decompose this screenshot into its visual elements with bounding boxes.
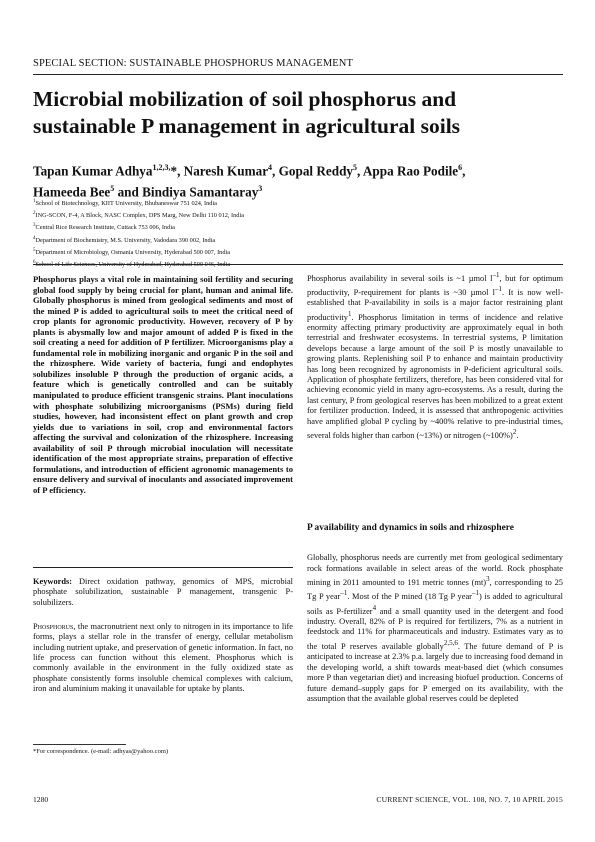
affiliation-divider	[33, 264, 563, 265]
author-affil-sup: 3	[258, 184, 263, 194]
affiliation-number: 1	[33, 199, 36, 204]
text-run: . The future demand of P is anticipated to increase at 2.3% p.a. largely due to increasing food demand in the developing world, a shift towards meat-based diet (which consumes more P than vegetarian diet) and increasing biofuel production. Concerns of future demand–supply gaps for P emerged on its availability, with the assumption that the available global reserves could be depleted	[307, 641, 563, 704]
affiliation-item	[33, 209, 563, 221]
citation-sup: 2	[512, 428, 517, 437]
body-paragraph-dynamics	[307, 553, 563, 705]
affiliation-text: School of Life Sciences, University of Hyderabad, Hyderabad 500 046, India	[35, 261, 231, 269]
body-paragraph-availability	[307, 270, 563, 441]
affiliation-item	[33, 246, 563, 258]
affiliation-text: Department of Biochemistry, M.S. University, Vadodara 390 002, India	[35, 236, 216, 244]
abstract: Phosphorus plays a vital role in maintaining soil fertility and securing global food supply by being crucial for plant, human and animal life. Globally phosphorus is mined from geological sediments and most of the mined P is added to agricultural soils to meet the critical need of crop plants for agronomic productivity. However, recovery of P by plants is abysmally low and major amount of added P is fixed in the soil creating a need for addition of P fertilizer. Microorganisms play a fundamental role in mobilizing inorganic and organic P in the soil and the rhizosphere. Wide variety of bacteria, fungi and endophytes solubilizes insoluble P through the production of organic acids, a feature which is genetically controlled and can be suitably manipulated to produce efficient transgenic strains. Plant inoculations with phosphate solubilizing microorganisms (PSMs) during field studies, however, had inconsistent effect on plant growth and crop yields due to variations in soil, crop and environmental factors affecting the survival and colonization of the rhizosphere. Increasing availability of soil P through microbial inoculation will necessitate identification of the most appropriate strains, preparation of effective formulations, and introduction of efficient agronomic managements to ensure delivery and survival of inoculants and associated improvement of P efficiency.	[33, 274, 293, 495]
text-run: , corresponding to 25 Tg P year	[307, 577, 563, 602]
page-number: 1280	[33, 795, 49, 804]
author-list: Tapan Kumar Adhya$^{1,2,3,}$*, Naresh Kumar$^4$, Gopal Reddy$^5$, Appa Rao Podile$^6$, Hameeda Bee$^5$ and Bindiya Samantaray$^3$	[33, 163, 466, 200]
text-run: . Phosphorus limitation in terms of incidence and relative enormity affecting primary productivity are approximately equal in both terrestrial and freshwater ecosystems. In terrestrial systems, P limitation develops because a large amount of the soil P is mostly unavailable to growing plants. Replenishing soil P to enhance and maintain productivity has long been recognized by agronomists in P-deficient agricultural soils. Application of phosphate fertilizers, therefore, has been considered vital for achieving economic yield in many agro-ecosystems. As a result, during the last century, P from geological reserves has been mobilized to a great extent for fertilizer production. Indeed, it is assessed that anthropogenic activities have amplified global P cycling by ~400% relative to pre-industrial times, several folds higher than carbon (~13%) or nitrogen (~100%)	[307, 312, 563, 440]
section-subheading: P availability and dynamics in soils and rhizosphere	[307, 523, 514, 533]
author-name: Bindiya Samantaray	[142, 184, 259, 200]
affiliation-number: 3	[33, 223, 36, 229]
superscript: –1	[492, 271, 500, 279]
author-affil-sup: 5	[353, 163, 358, 172]
author-name: Hameeda Bee	[33, 184, 111, 200]
abstract-divider	[33, 567, 293, 568]
text-run: ) is added to agricultural soils as P-fertilizer	[307, 592, 563, 616]
text-run: Globally, phosphorus needs are currently met from geological sedimentary rock formations available in select areas of the world. Rock phosphate mining in 2011 amounted to 191 metric tonnes (mt)	[307, 553, 563, 587]
section-header: SPECIAL SECTION: SUSTAINABLE PHOSPHORUS MANAGEMENT	[33, 58, 353, 69]
article-title: Microbial mobilization of soil phosphorus and sustainable P management in agricultural soils	[33, 87, 461, 138]
keywords	[33, 577, 293, 608]
author-affil-sup: 1,2,3,	[152, 163, 171, 172]
citation-sup: 4	[372, 603, 377, 612]
affiliation-text: School of Biotechnology, KIIT University, Bhubaneswar 751 024, India	[35, 200, 217, 208]
affiliation-item	[33, 234, 563, 246]
author-name: Appa Rao Podile	[362, 163, 459, 179]
author-name: Gopal Reddy	[278, 163, 354, 179]
superscript: –1	[494, 285, 502, 294]
affiliation-text: Department of Microbiology, Osmania University, Hyderabad 500 007, India	[35, 248, 231, 256]
citation-sup: 1	[347, 309, 352, 318]
superscript: –1	[471, 589, 479, 598]
affiliation-text: Central Rice Research Institute, Cuttack 753 006, India	[35, 224, 175, 232]
corresponding-marker: *	[170, 163, 178, 179]
text-run: . Most of the P mined (18 Tg P year	[347, 592, 472, 602]
text-run: and a small quantity used in the detergent and food industry. Overall, 82% of P is required for fertilizers, 7% as a nutrient in feedstock and 11% for pharmaceuticals and industry. Estimates vary as to the total P reserves available globally	[307, 606, 564, 651]
affiliation-number: 2	[33, 211, 36, 217]
journal-citation: CURRENT SCIENCE, VOL. 108, NO. 7, 10 APRIL 2015	[376, 795, 563, 804]
author-affil-sup: 6	[458, 163, 463, 172]
keywords-label: Keywords:	[33, 577, 73, 586]
lead-word: Phosphorus	[33, 622, 74, 631]
body-paragraph-intro	[33, 622, 293, 694]
text-run: .	[516, 430, 519, 440]
header-divider	[33, 74, 563, 75]
affiliation-item	[33, 221, 563, 233]
author-affil-sup: 4	[268, 163, 273, 172]
affiliation-number: 4	[33, 235, 36, 241]
affiliation-list	[33, 197, 563, 270]
superscript: –1	[340, 589, 348, 598]
citation-sup: 2,5,6	[443, 638, 458, 647]
affiliation-text: ING-SCON, F-4, A Block, NASC Complex, DPS Marg, New Delhi 110 012, India	[35, 212, 244, 220]
author-affil-sup: 5	[110, 184, 115, 194]
text-run: , but for optimum productivity, P-requirement for plants is ~30 µmol l	[307, 273, 563, 297]
author-name: Tapan Kumar Adhya	[33, 163, 153, 179]
affiliation-number: 5	[33, 247, 36, 253]
affiliation-item	[33, 197, 563, 209]
citation-sup: 3	[486, 575, 490, 583]
footnote-divider	[33, 744, 126, 745]
text-run: Phosphorus availability in several soils is ~1 µmol l	[307, 273, 493, 283]
author-name: Naresh Kumar	[183, 163, 269, 179]
affiliation-number: 6	[33, 259, 36, 265]
correspondence-footnote: *For correspondence. (e-mail: adhyas@yahoo.com)	[33, 748, 169, 755]
intro-text: , the macronutrient next only to nitrogen in its importance to life forms, plays a stellar role in the transfer of energy, cellular metabolism including nutrient uptake, and preservation of genetic information. In fact, no life process can function without this element. Phosphorus which is commonly available in the environment in the fully oxidized state as phosphate consistently forms insoluble chemical complexes with calcium, iron and aluminium making it unavailable for uptake by plants.	[33, 622, 293, 694]
text-run: . It is now well-established that P-availability in soils is a major factor restraining plant productivity	[307, 288, 563, 322]
keywords-text: Direct oxidation pathway, genomics of MPS, microbial phosphate solubilization, sustainable P management, transgenic P-solubilizers.	[33, 577, 293, 607]
